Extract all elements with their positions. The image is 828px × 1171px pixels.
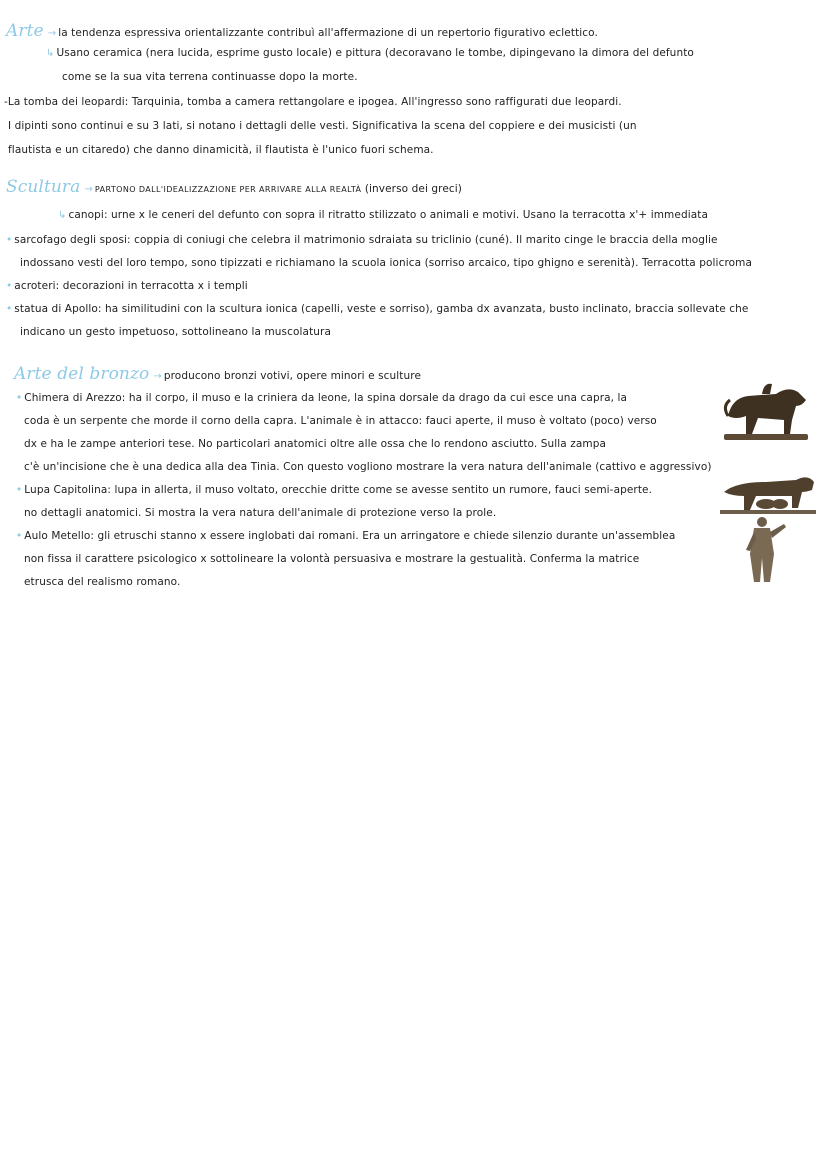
bullet-icon: • xyxy=(16,484,23,496)
bronzo-line-3: dx e ha le zampe anteriori tese. No particolari anatomici oltre alle ossa che lo rendono asciutto. Sulla zampa xyxy=(24,438,607,450)
arte-line-2: ↳ Usano ceramica (nera lucida, esprime gusto locale) e pittura (decoravano le tombe, dipingevano la dimora del defunto xyxy=(46,47,694,59)
bronzo-line-8: non fissa il carattere psicologico x sottolineare la volontà persuasiva e mostrare la gestualità. Conferma la matrice xyxy=(24,553,640,565)
scultura-line-4: • acroteri: decorazioni in terracotta x i templi xyxy=(6,280,248,292)
bronzo-line-2: coda è un serpente che morde il corno della capra. L'animale è in attacco: fauci aperte, il muso è voltato (poco) verso xyxy=(24,415,657,427)
bullet-icon: • xyxy=(6,280,13,292)
chimera-of-arezzo-image xyxy=(718,376,814,444)
aulo-metello-statue-image xyxy=(736,514,788,586)
bronzo-line-1: • Chimera di Arezzo: ha il corpo, il muso e la criniera da leone, la spina dorsale da drago da cui esce una capra, la xyxy=(16,392,628,404)
bronzo-line-9: etrusca del realismo romano. xyxy=(24,576,181,588)
scultura-line-1: ↳ canopi: urne x le ceneri del defunto con sopra il ritratto stilizzato o animali e motivi. Usano la terracotta x'+ immediata xyxy=(58,209,709,221)
bronzo-line-4: c'è un'incisione che è una dedica alla dea Tinia. Con questo vogliono mostrare la vera natura dell'animale (cattivo e aggressivo) xyxy=(24,461,712,473)
arte-line-1: Arte → la tendenza espressiva orientalizzante contribuì all'affermazione di un repertorio figurativo eclettico. xyxy=(6,21,598,41)
arte-line-5: I dipinti sono continui e su 3 lati, si notano i dettagli delle vesti. Significativa la scena del coppiere e dei musicisti (un xyxy=(8,120,637,132)
scultura-line-6: indicano un gesto impetuoso, sottolineano la muscolatura xyxy=(20,326,332,338)
scultura-line-intro: Scultura → PARTONO DALL'IDEALIZZAZIONE PER ARRIVARE ALLA REALTÀ (inverso dei greci) xyxy=(6,177,462,197)
bronzo-line-6: no dettagli anatomici. Si mostra la vera natura dell'animale di protezione verso la prole. xyxy=(24,507,497,519)
scultura-line-5: • statua di Apollo: ha similitudini con la scultura ionica (capelli, veste e sorriso), gamba dx avanzata, busto inclinato, braccia sollevate che xyxy=(6,303,749,315)
bullet-icon: • xyxy=(6,234,13,246)
bullet-icon: • xyxy=(16,530,23,542)
hook-arrow-icon: ↳ xyxy=(46,48,55,59)
scultura-line-3: indossano vesti del loro tempo, sono tipizzati e richiamano la scuola ionica (sorriso arcaico, tipo ghigno e serenità). Terracotta policroma xyxy=(20,257,753,269)
capitoline-wolf-image xyxy=(716,468,820,516)
bullet-icon: • xyxy=(16,392,23,404)
arte-heading: Arte xyxy=(6,21,44,41)
arte-line-3: come se la sua vita terrena continuasse dopo la morte. xyxy=(62,71,358,83)
arrow-icon: → xyxy=(84,184,93,195)
arte-line-4: -La tomba dei leopardi: Tarquinia, tomba a camera rettangolare e ipogea. All'ingresso sono raffigurati due leopardi. xyxy=(4,96,622,108)
arrow-icon: → xyxy=(153,371,162,382)
hook-arrow-icon: ↳ xyxy=(58,210,67,221)
arte-line-6: flautista e un citaredo) che danno dinamicità, il flautista è l'unico fuori schema. xyxy=(8,144,434,156)
scultura-line-2: • sarcofago degli sposi: coppia di coniugi che celebra il matrimonio sdraiata su triclinio (cuné). Il marito cinge le braccia della moglie xyxy=(6,234,718,246)
bronzo-line-7: • Aulo Metello: gli etruschi stanno x essere inglobati dai romani. Era un arringatore e chiede silenzio durante un'assemblea xyxy=(16,530,676,542)
bronzo-line-5: • Lupa Capitolina: lupa in allerta, il muso voltato, orecchie dritte come se avesse sentito un rumore, fauci semi-aperte. xyxy=(16,484,653,496)
bronzo-line-intro: Arte del bronzo → producono bronzi votivi, opere minori e sculture xyxy=(14,364,422,384)
scultura-heading: Scultura xyxy=(6,177,81,197)
bronzo-heading: Arte del bronzo xyxy=(14,364,150,384)
bullet-icon: • xyxy=(6,303,13,315)
arrow-icon: → xyxy=(47,28,57,39)
